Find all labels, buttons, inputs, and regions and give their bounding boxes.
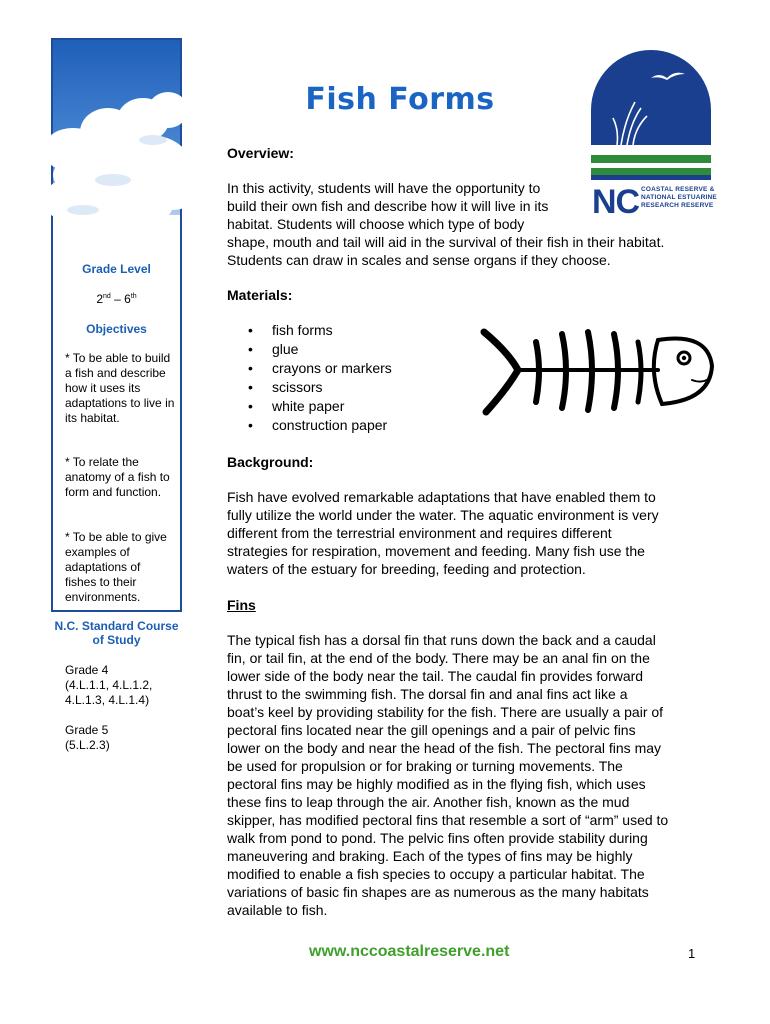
fins-line: skipper, has modified pectoral fins that resemble a sort of “arm” used to (227, 812, 669, 828)
overview-line: shape, mouth and tail will aid in the survival of their fish in their habitat. (227, 234, 665, 250)
fins-line: available to fish. (227, 902, 328, 918)
logo-mark: NC (592, 183, 640, 221)
overview-heading: Overview: (227, 145, 294, 161)
fins-line: be used for propulsion or for braking or turning movements. The (227, 758, 623, 774)
objective-item: * To relate the anatomy of a fish to form and function. (65, 455, 170, 499)
fins-line: modified to enable a fish species to occupy a particular habitat. The (227, 866, 645, 882)
list-item: • glue (248, 340, 392, 359)
fins-line: walk from pond to pond. The pelvic fins often provide stability during (227, 830, 648, 846)
sidebar-panel (51, 38, 182, 752)
page-number: 1 (688, 946, 696, 961)
standard-heading: N.C. Standard Course of Study (54, 619, 179, 647)
fins-line: lower side of the body near the tail. The caudal fin provides forward (227, 668, 644, 684)
objective-item: * To be able to build a fish and describe how it uses its adaptations to live in its habitat. (65, 351, 175, 425)
background-line: fully utilize the world under the water. The aquatic environment is very (227, 507, 659, 523)
list-item: • construction paper (248, 416, 392, 435)
overview-line: Students can draw in scales and sense organs if they choose. (227, 252, 611, 268)
fins-line: boat’s keel by providing stability for the fish. There are usually a pair of (227, 704, 664, 720)
fins-line: pectoral fins located near the gill openings and a pair of pelvic fins (227, 722, 636, 738)
background-line: Fish have evolved remarkable adaptations that have enabled them to (227, 489, 656, 505)
background-line: different from the terrestrial environment and requires different (227, 525, 612, 541)
logo-text-line: RESEARCH RESERVE (641, 202, 714, 209)
overview-line: In this activity, students will have the opportunity to (227, 180, 541, 196)
logo-text-line: NATIONAL ESTUARINE (641, 194, 717, 201)
background-line: strategies for respiration, movement and feeding. Many fish use the (227, 543, 645, 559)
list-item: • white paper (248, 397, 392, 416)
footer-link[interactable]: www.nccoastalreserve.net (309, 943, 510, 960)
overview-line: build their own fish and describe how it will live in its (227, 198, 549, 214)
page-title: Fish Forms (305, 82, 495, 117)
fins-line: maneuvering and braking. Each of the types of fins may be highly (227, 848, 633, 864)
overview-line: habitat. Students will choose which type of body (227, 216, 525, 232)
fish-skeleton-drawing (478, 322, 716, 420)
cloud-sky-image (53, 40, 180, 258)
fins-line: thrust to the swimming fish. The dorsal fin and anal fins act like a (227, 686, 628, 702)
list-item: • scissors (248, 378, 392, 397)
fins-line: lower on the body and near the head of the fish. The pectoral fins may (227, 740, 662, 756)
fins-line: pectoral fins may be highly modified as in the flying fish, which uses (227, 776, 646, 792)
list-item: • crayons or markers (248, 359, 392, 378)
standard-grade-label: Grade 5 (65, 723, 109, 737)
fins-line: these fins to leap through the air. Another fish, known as the mud (227, 794, 630, 810)
fins-heading: Fins (227, 597, 256, 613)
background-line: waters of the estuary for breeding, feeding and protection. (227, 561, 586, 577)
standard-codes: (5.L.2.3) (65, 738, 110, 752)
standard-codes: (4.L.1.1, 4.L.1.2, 4.L.1.3, 4.L.1.4) (65, 678, 153, 707)
fins-line: variations of basic fin shapes are as numerous as the many habitats (227, 884, 649, 900)
objective-item: * To be able to give examples of adaptations of fishes to their environments. (65, 530, 167, 604)
fins-line: The typical fish has a dorsal fin that runs down the back and a caudal (227, 632, 656, 648)
materials-list (248, 321, 392, 435)
logo-text-line: COASTAL RESERVE & (641, 186, 715, 193)
objectives-heading: Objectives (86, 322, 147, 336)
grade-level-heading: Grade Level (82, 262, 151, 276)
list-item: • fish forms (248, 321, 392, 340)
materials-heading: Materials: (227, 287, 293, 303)
standard-grade-label: Grade 4 (65, 663, 109, 677)
fins-line: fin, or tail fin, at the end of the body. There may be an anal fin on the (227, 650, 650, 666)
grade-range: 2nd – 6th (96, 292, 137, 306)
background-heading: Background: (227, 454, 314, 470)
